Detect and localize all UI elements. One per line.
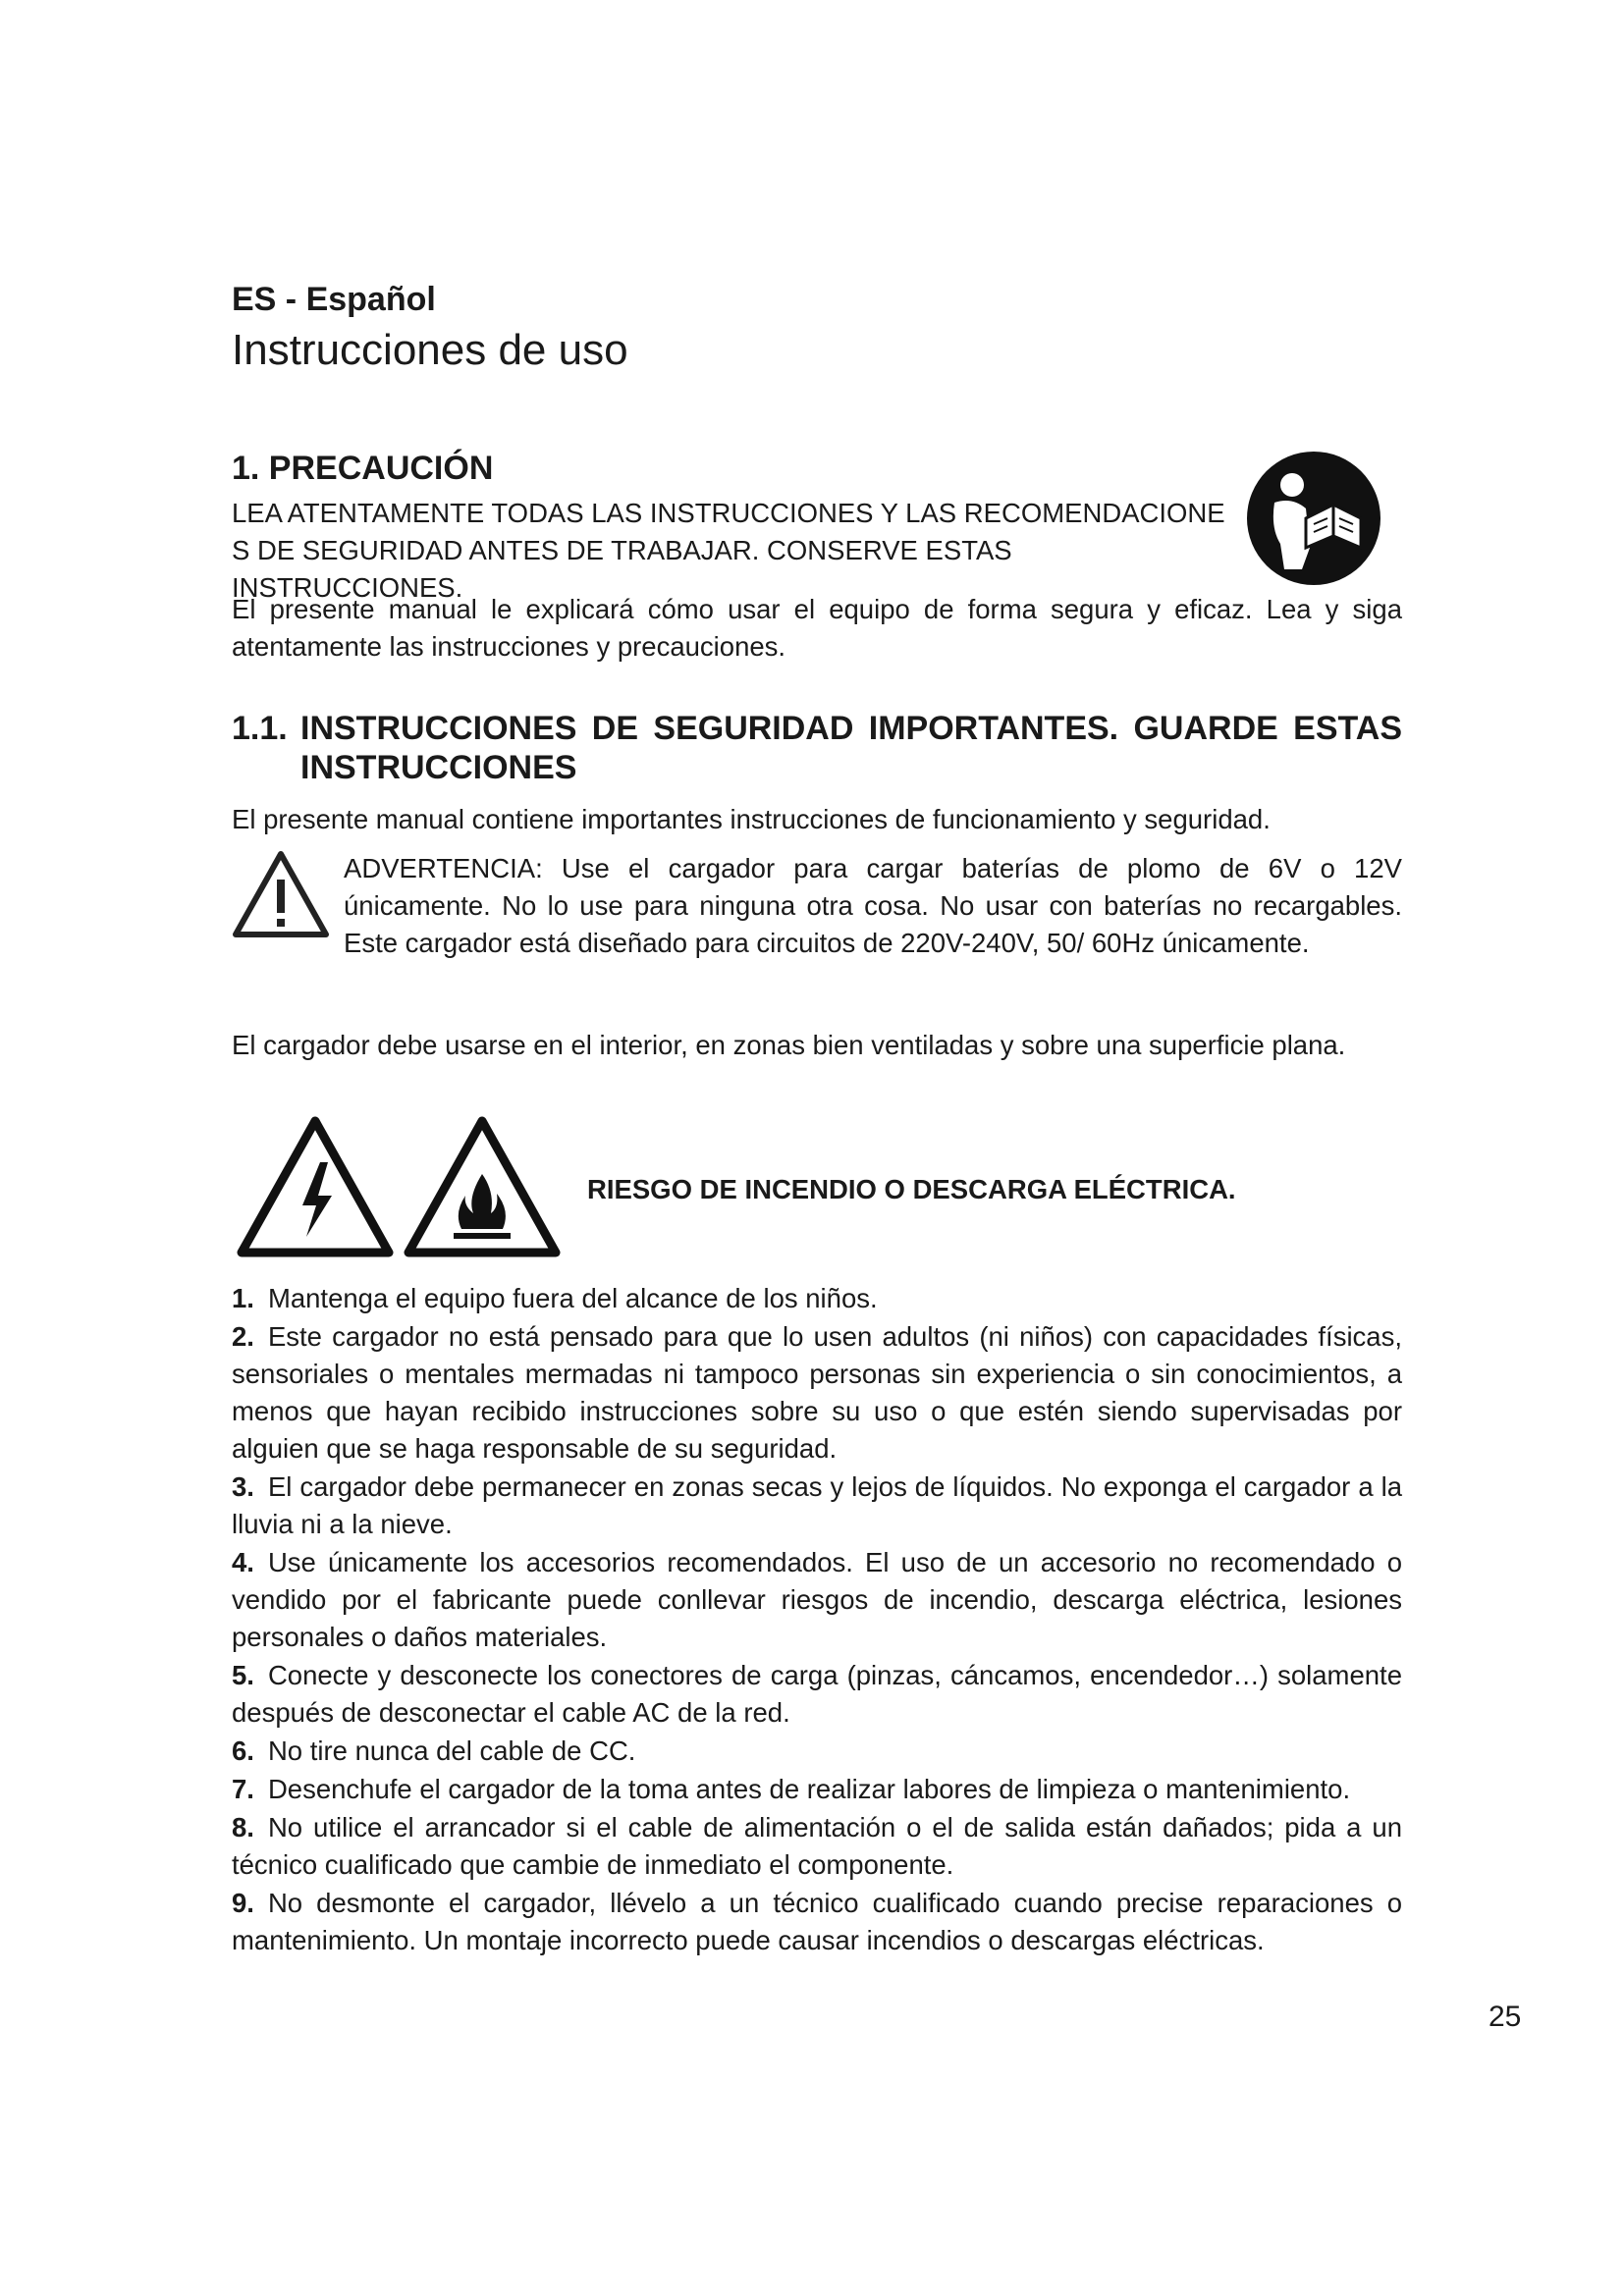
list-item: 7. Desenchufe el cargador de la toma antes de realizar labores de limpieza o mantenimiento. <box>232 1774 1351 1804</box>
caution-text: LEA ATENTAMENTE TODAS LAS INSTRUCCIONES Y LAS RECOMENDACIONE S DE SEGURIDAD ANTES DE TRABAJAR. CONSERVE ESTAS INSTRUCCIONES. <box>232 498 1225 603</box>
list-item: 5. Conecte y desconecte los conectores de carga (pinzas, cáncamos, encendedor…) solamente después de desconectar el cable AC de la red. <box>232 1660 1402 1728</box>
use-location-paragraph: El cargador debe usarse en el interior, en zonas bien ventiladas y sobre una superficie plana. <box>232 1030 1346 1060</box>
warning-triangle-icon <box>232 850 330 938</box>
list-item: 3. El cargador debe permanecer en zonas secas y lejos de líquidos. No exponga el cargador a la lluvia ni a la nieve. <box>232 1471 1402 1539</box>
electric-shock-icon <box>242 1121 389 1253</box>
section-heading-line2: INSTRUCCIONES <box>300 749 577 786</box>
safety-list <box>232 1280 1402 1960</box>
intro-paragraph: El presente manual le explicará cómo usar el equipo de forma segura y eficaz. Lea y siga atentamente las instrucciones y precauciones. <box>232 594 1402 662</box>
section-number: 1.1. <box>232 710 288 747</box>
manual-note: El presente manual contiene importantes instrucciones de funcionamiento y seguridad. <box>232 804 1271 834</box>
list-item: 9. No desmonte el cargador, llévelo a un técnico cualificado cuando precise reparaciones o mantenimiento. Un montaje incorrecto puede causar incendios o descargas eléctricas. <box>232 1888 1402 1955</box>
list-item: 2. Este cargador no está pensado para que lo usen adultos (ni niños) con capacidades físicas, sensoriales o mentales mermadas ni tampoco personas sin experiencia o sin conocimientos, a menos que hayan recibido instrucciones sobre su uso o que estén siendo supervisadas por alguien que se haga responsable de su seguridad. <box>232 1321 1402 1464</box>
list-item: 8. No utilice el arrancador si el cable de alimentación o el de salida están dañados; pida a un técnico cualificado que cambie de inmediato el componente. <box>232 1812 1402 1880</box>
language-label: ES - Español <box>232 281 436 318</box>
section-heading-line1: INSTRUCCIONES DE SEGURIDAD IMPORTANTES. GUARDE ESTAS <box>300 710 1402 747</box>
warning-paragraph: ADVERTENCIA: Use el cargador para cargar baterías de plomo de 6V o 12V únicamente. No lo use para ninguna otra cosa. No usar con baterías no recargables. Este cargador está diseñado para circuitos de 220V-240V, 50/ 60Hz únicamente. <box>344 853 1402 958</box>
read-manual-icon <box>1245 450 1382 587</box>
page-number: 25 <box>1489 2001 1522 2033</box>
risk-label: RIESGO DE INCENDIO O DESCARGA ELÉCTRICA. <box>587 1174 1236 1204</box>
section-heading-precaucion: 1. PRECAUCIÓN <box>232 450 494 487</box>
list-item: 1. Mantenga el equipo fuera del alcance de los niños. <box>232 1283 878 1313</box>
list-item: 4. Use únicamente los accesorios recomendados. El uso de un accesorio no recomendado o vendido por el fabricante puede conllevar riesgos de incendio, descarga eléctrica, lesiones personales o daños materiales. <box>232 1547 1402 1652</box>
fire-hazard-icon <box>408 1121 556 1253</box>
list-item: 6. No tire nunca del cable de CC. <box>232 1735 636 1766</box>
page-title: Instrucciones de uso <box>232 326 628 374</box>
hazard-icons <box>232 1115 566 1262</box>
section-heading-instrucciones-seguridad <box>232 709 1402 787</box>
